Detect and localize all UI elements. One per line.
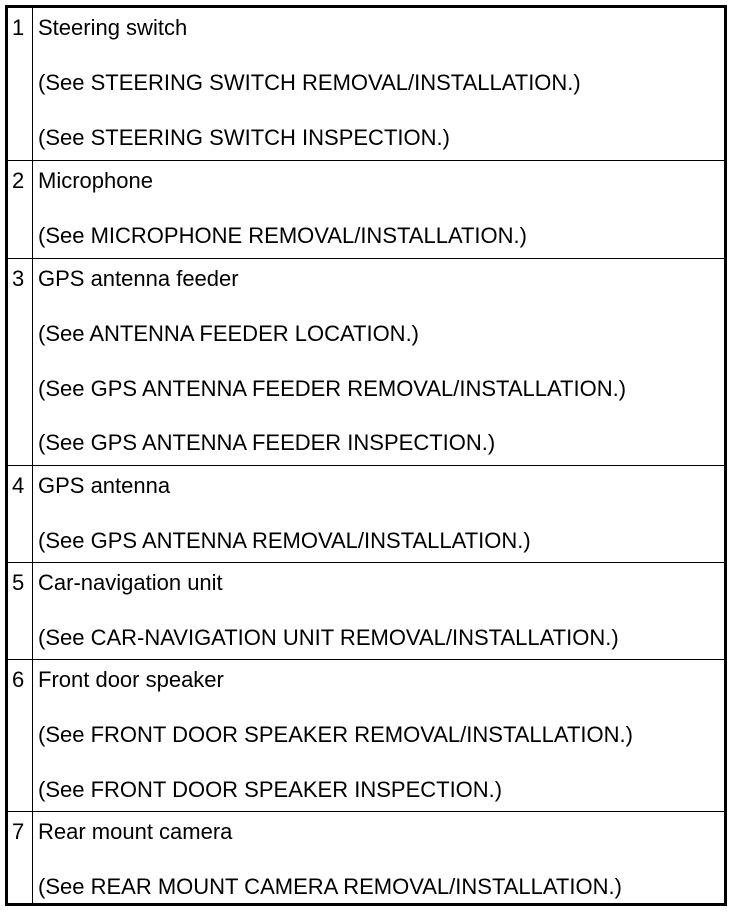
reference-link[interactable]: (See CAR-NAVIGATION UNIT REMOVAL/INSTALLATION.) [38,625,619,650]
reference-link[interactable]: (See GPS ANTENNA FEEDER REMOVAL/INSTALLATION.) [38,376,627,401]
item-number-cell [8,259,33,465]
reference-link[interactable]: (See FRONT DOOR SPEAKER INSPECTION.) [38,777,503,802]
reference-link[interactable]: (See ANTENNA FEEDER LOCATION.) [38,321,420,346]
item-number: 1 [12,15,25,40]
table-row [8,8,724,161]
item-title: GPS antenna feeder [38,266,239,291]
item-number-cell [8,8,33,160]
item-number-cell [8,161,33,258]
reference-link[interactable]: (See MICROPHONE REMOVAL/INSTALLATION.) [38,223,527,248]
item-title: Microphone [38,168,153,193]
item-title: GPS antenna [38,473,171,498]
item-number: 7 [12,819,25,844]
table-row [8,563,724,660]
table-row [8,660,724,812]
component-table [5,5,727,906]
reference-link[interactable]: (See STEERING SWITCH INSPECTION.) [38,125,450,150]
item-number-cell [8,812,33,903]
table-row [8,259,724,466]
item-number-cell [8,660,33,811]
reference-link[interactable]: (See FRONT DOOR SPEAKER REMOVAL/INSTALLATION.) [38,722,633,747]
item-number-cell [8,563,33,659]
item-number: 2 [12,168,25,193]
reference-link[interactable]: (See REAR MOUNT CAMERA REMOVAL/INSTALLATION.) [38,874,622,899]
item-title: Rear mount camera [38,819,233,844]
item-number: 3 [12,266,25,291]
item-number: 6 [12,667,25,692]
item-number: 4 [12,473,25,498]
reference-link[interactable]: (See GPS ANTENNA REMOVAL/INSTALLATION.) [38,528,531,553]
table-row [8,812,724,903]
reference-link[interactable]: (See STEERING SWITCH REMOVAL/INSTALLATION.) [38,70,581,95]
item-title: Front door speaker [38,667,224,692]
item-number-cell [8,466,33,562]
reference-link[interactable]: (See GPS ANTENNA FEEDER INSPECTION.) [38,430,496,455]
item-title: Steering switch [38,15,188,40]
item-title: Car-navigation unit [38,570,223,595]
item-number: 5 [12,570,25,595]
table-row [8,161,724,259]
table-row [8,466,724,563]
